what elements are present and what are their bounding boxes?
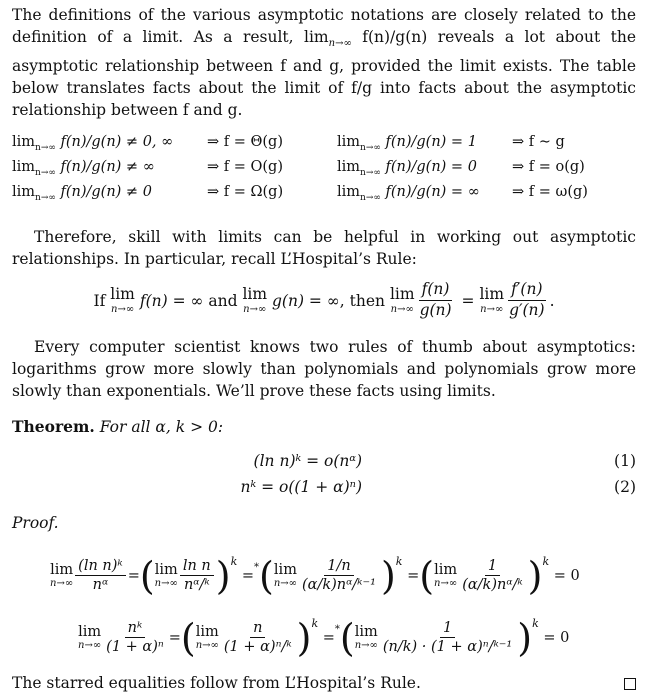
lim-sub: n→∞ bbox=[273, 578, 298, 590]
limit-facts-table bbox=[12, 133, 636, 208]
fact-lim bbox=[12, 158, 207, 183]
numerator: 1/n bbox=[324, 558, 353, 577]
f-infinite: f(n) = ∞ bbox=[139, 291, 204, 310]
lim-operator bbox=[355, 625, 378, 652]
equals: = bbox=[461, 291, 475, 310]
fact-lim-expr: f(n)/g(n) ≠ 0 bbox=[60, 183, 152, 200]
lim-sub: n→∞ bbox=[154, 578, 178, 590]
fraction bbox=[180, 558, 214, 594]
equals: = bbox=[127, 567, 140, 584]
if-word: If bbox=[93, 291, 106, 310]
lim-operator bbox=[110, 287, 135, 315]
theorem-equations bbox=[12, 448, 636, 500]
lim-word: lim bbox=[12, 134, 36, 151]
fact-result: ⇒ f = O(g) bbox=[207, 158, 283, 175]
g-infinite: g(n) = ∞ bbox=[272, 291, 340, 310]
page bbox=[12, 4, 636, 694]
lim-operator bbox=[479, 287, 504, 315]
lim-sub: n→∞ bbox=[434, 578, 458, 590]
intro-paragraph bbox=[12, 4, 636, 121]
lim-sub: n→∞ bbox=[243, 303, 267, 315]
denominator: (1 + α)ⁿ bbox=[106, 639, 164, 656]
lim-word: lim bbox=[337, 134, 361, 151]
theorem-text: For all α, k > 0: bbox=[99, 417, 224, 436]
lim-sub: n→∞ bbox=[50, 578, 74, 590]
fraction bbox=[299, 558, 379, 594]
paren-right: ) bbox=[380, 553, 396, 598]
fact-lim-expr: f(n)/g(n) = 0 bbox=[385, 158, 477, 175]
intro-sub: n→∞ bbox=[328, 38, 352, 50]
intro-text-2: f(n)/g(n) reveals a lot about the asymptotic relationship between f and g, provided the limit exists. The table below translates facts about the limit of f/g into facts about the asymptotic relationship between f and g. bbox=[12, 28, 636, 120]
lim-operator bbox=[434, 563, 457, 590]
lim-word: lim bbox=[389, 285, 415, 304]
lim-word: lim bbox=[12, 158, 36, 175]
lim-sub: n→∞ bbox=[360, 142, 381, 153]
denominator: (1 + α)ⁿ/ᵏ bbox=[223, 639, 292, 656]
qed-square-icon bbox=[624, 678, 636, 690]
lim-word: lim bbox=[50, 561, 74, 578]
fact-lim-expr: f(n)/g(n) ≠ ∞ bbox=[60, 158, 155, 175]
paren-left: ( bbox=[419, 553, 435, 598]
paren-left: ( bbox=[139, 553, 155, 598]
paren-left: ( bbox=[339, 615, 355, 660]
lim-sub: n→∞ bbox=[35, 142, 56, 153]
lim-word: lim bbox=[242, 285, 268, 304]
exponent-k: k bbox=[395, 554, 403, 568]
paren-right: ) bbox=[517, 615, 533, 660]
lim-sub: n→∞ bbox=[111, 303, 135, 315]
denominator: (α/k)nᵅ/ᵏ⁻¹ bbox=[302, 577, 376, 594]
equation-2: nᵏ = o((1 + α)ⁿ) bbox=[240, 477, 362, 496]
lim-word: lim bbox=[12, 183, 36, 200]
fact-result: ⇒ f = o(g) bbox=[512, 158, 585, 175]
fraction bbox=[75, 558, 126, 594]
proof-closing bbox=[12, 672, 636, 694]
star-mark: * bbox=[334, 623, 340, 635]
then-word: , then bbox=[339, 291, 385, 310]
numerator: f′(n) bbox=[508, 281, 545, 301]
numerator: f(n) bbox=[419, 281, 453, 301]
denominator: g′(n) bbox=[509, 301, 545, 320]
period: . bbox=[549, 291, 555, 310]
fact-result: ⇒ f = ω(g) bbox=[512, 183, 588, 200]
proof-label bbox=[12, 512, 636, 534]
equals: = bbox=[241, 567, 255, 584]
lim-sub: n→∞ bbox=[195, 640, 219, 652]
lim-sub: n→∞ bbox=[480, 303, 504, 315]
fact-result: ⇒ f = Ω(g) bbox=[207, 183, 284, 200]
equation-1: (ln n)ᵏ = o(nᵅ) bbox=[253, 451, 362, 470]
lim-operator bbox=[78, 625, 101, 652]
lim-sub: n→∞ bbox=[360, 192, 381, 203]
lim-word: lim bbox=[479, 285, 505, 304]
paren-left: ( bbox=[259, 553, 274, 598]
lim-sub: n→∞ bbox=[78, 640, 102, 652]
lim-operator bbox=[155, 563, 178, 590]
lim-sub: n→∞ bbox=[390, 303, 414, 315]
lim-operator bbox=[242, 287, 267, 315]
lim-word: lim bbox=[154, 561, 178, 578]
lim-word: lim bbox=[337, 183, 361, 200]
denominator: (α/k)nᵅ/ᵏ bbox=[462, 577, 523, 594]
denominator: (n/k) · (1 + α)ⁿ/ᵏ⁻¹ bbox=[382, 639, 513, 656]
closing-text: The starred equalities follow from L’Hospital’s Rule. bbox=[12, 673, 421, 692]
denominator: nᵅ bbox=[92, 577, 109, 594]
equals-zero: = 0 bbox=[553, 567, 580, 584]
lim-sub: n→∞ bbox=[35, 167, 56, 178]
lim-sub: n→∞ bbox=[35, 192, 56, 203]
intro-text-1: The definitions of the various asymptotic notations are closely related to the definition of a limit. As a result, lim bbox=[12, 6, 636, 46]
para-rules-of-thumb: Every computer scientist knows two rules of thumb about asymptotics: logarithms grow more slowly than polynomials and polynomials grow more slowly than exponentials. We’ll prove these facts using limits. bbox=[12, 337, 636, 400]
lim-operator bbox=[390, 287, 415, 315]
and-word: and bbox=[208, 291, 238, 310]
equals: = bbox=[322, 629, 335, 646]
equals-zero: = 0 bbox=[543, 629, 570, 646]
fraction bbox=[417, 281, 455, 320]
lim-operator bbox=[196, 625, 219, 652]
fraction bbox=[221, 620, 295, 656]
exponent-k: k bbox=[532, 616, 539, 630]
numerator: 1 bbox=[485, 558, 500, 577]
proof-line-1 bbox=[50, 550, 636, 602]
proof-label-text: Proof. bbox=[12, 513, 59, 532]
equation-2-number: (2) bbox=[614, 477, 636, 496]
equals: = bbox=[407, 567, 420, 584]
lim-word: lim bbox=[195, 623, 219, 640]
lim-word: lim bbox=[273, 561, 297, 578]
denominator: nᵅ/ᵏ bbox=[183, 577, 210, 594]
fraction bbox=[506, 281, 548, 320]
fact-lim bbox=[337, 158, 512, 183]
fact-lim bbox=[12, 183, 207, 208]
fact-lim bbox=[12, 133, 207, 158]
fact-lim-expr: f(n)/g(n) = ∞ bbox=[385, 183, 480, 200]
lim-word: lim bbox=[78, 623, 102, 640]
fraction bbox=[459, 558, 525, 594]
fact-lim bbox=[337, 133, 512, 158]
numerator: nᵏ bbox=[125, 620, 146, 639]
fact-lim-expr: f(n)/g(n) = 1 bbox=[385, 134, 477, 151]
numerator: ln n bbox=[180, 558, 214, 577]
numerator: (ln n)ᵏ bbox=[75, 558, 126, 577]
paren-right: ) bbox=[296, 615, 312, 660]
denominator: g(n) bbox=[419, 301, 452, 320]
equals: = bbox=[168, 629, 181, 646]
fact-result: ⇒ f ∼ g bbox=[512, 134, 565, 151]
star-mark: * bbox=[254, 561, 260, 573]
lim-word: lim bbox=[434, 561, 458, 578]
paren-left: ( bbox=[180, 615, 196, 660]
paren-right: ) bbox=[527, 553, 543, 598]
fact-lim-expr: f(n)/g(n) ≠ 0, ∞ bbox=[60, 134, 174, 151]
fact-lim bbox=[337, 183, 512, 208]
paren-right: ) bbox=[215, 553, 231, 598]
equation-1-number: (1) bbox=[614, 451, 636, 470]
lim-word: lim bbox=[110, 285, 135, 304]
lim-word: lim bbox=[337, 158, 361, 175]
exponent-k: k bbox=[230, 554, 238, 568]
numerator: n bbox=[250, 620, 265, 639]
lim-word: lim bbox=[354, 623, 378, 640]
lim-sub: n→∞ bbox=[360, 167, 381, 178]
para-limits: Therefore, skill with limits can be helpful in working out asymptotic relationships. In particular, recall L’Hospital’s Rule: bbox=[12, 227, 636, 268]
lim-sub: n→∞ bbox=[354, 640, 378, 652]
lim-operator bbox=[50, 563, 73, 590]
numerator: 1 bbox=[440, 620, 455, 639]
fraction bbox=[380, 620, 515, 656]
exponent-k: k bbox=[542, 554, 550, 568]
lhospital-rule bbox=[12, 278, 636, 324]
fraction bbox=[103, 620, 167, 656]
theorem-statement bbox=[12, 416, 636, 438]
fact-result: ⇒ f = Θ(g) bbox=[207, 134, 283, 151]
theorem-label: Theorem. bbox=[12, 416, 95, 436]
lim-operator bbox=[274, 563, 297, 590]
proof-line-2 bbox=[78, 612, 636, 664]
exponent-k: k bbox=[311, 616, 319, 630]
